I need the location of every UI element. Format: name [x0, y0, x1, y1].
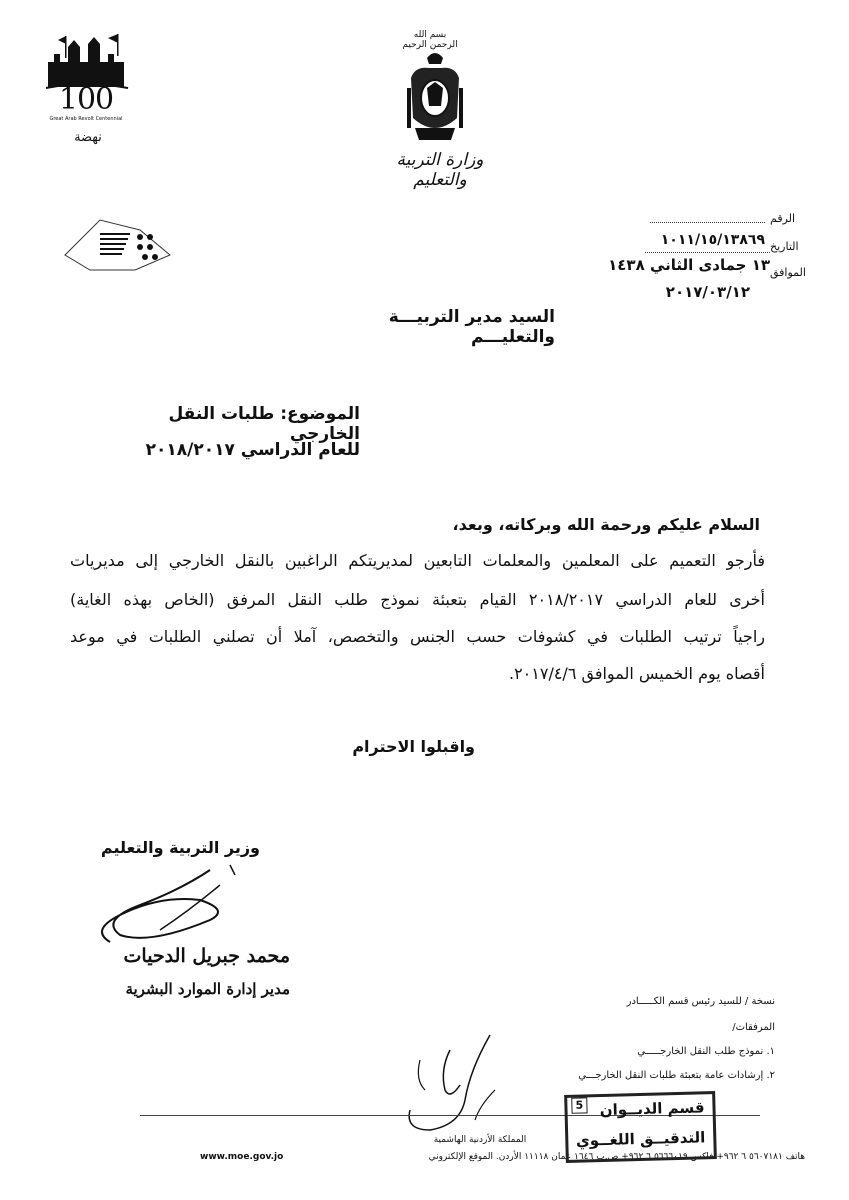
signatory-title: مدير إدارة الموارد البشرية	[125, 980, 290, 998]
body-line: أقصاه يوم الخميس الموافق ٢٠١٧/٤/٦.	[508, 664, 765, 683]
attachments-label: المرفقات/	[732, 1022, 775, 1033]
date-value: ١٠١١/١٥/١٣٨٦٩	[660, 232, 765, 248]
basmala: بسم الله الرحمن الرحيم	[402, 30, 458, 50]
stamp-proofreading: التدقيــق اللغــوي	[575, 1128, 706, 1150]
ministry-name: وزارة التربية والتعليم	[396, 150, 484, 190]
closing: واقبلوا الاحترام	[352, 737, 475, 756]
centennial-number: 100	[58, 82, 114, 117]
date-dotted-line	[645, 252, 770, 253]
addressee: السيد مدير التربيـــة والتعليـــم	[388, 307, 555, 347]
footer-website: www.moe.gov.jo	[200, 1152, 284, 1162]
initials-scribble-icon	[390, 1030, 520, 1140]
body-line: أخرى للعام الدراسي ٢٠١٨/٢٠١٧ القيام بتعبئة نموذج طلب النقل المرفق (الخاص بهذه الغاية)	[70, 590, 765, 609]
footer-contact: هاتف ٥٦٠٧١٨١ ٦ ٩٦٢+ فاكس ٥٦٦٦٠١٩ ٦ ٩٦٢+ ص.ب ١٦٤٦ عمان ١١١١٨ الأردن. الموقع الإلكتروني	[428, 1152, 805, 1162]
centennial-logo	[38, 32, 138, 152]
review-stamp	[564, 1091, 717, 1163]
body-line: فأرجو التعميم على المعلمين والمعلمات التابعين لمديريتكم الراغبين بالنقل الخارجي إلى مديريات	[70, 551, 765, 570]
centennial-english: Great Arab Revolt Centennial	[49, 116, 123, 122]
coat-of-arms-icon	[405, 48, 465, 148]
centennial-arabic: نهضة	[74, 130, 102, 145]
hijri-label: الموافق	[770, 266, 806, 279]
subject-line: الموضوع: طلبات النقل الخارجي	[168, 404, 360, 444]
ref-dotted-line	[650, 222, 765, 223]
footer-kingdom: المملكة الأردنية الهاشمية	[433, 1135, 527, 1145]
copy-to: نسخة / للسيد رئيس قسم الكـــــادر	[626, 996, 775, 1007]
stamp-number: 5	[571, 1097, 587, 1113]
subject-year: للعام الدراسي ٢٠١٨/٢٠١٧	[145, 440, 360, 460]
minister-title: وزير التربية والتعليم	[100, 838, 260, 857]
hijri-date: ١٣ جمادى الثاني ١٤٣٨	[608, 256, 770, 274]
date-label: التاريخ	[770, 240, 799, 253]
greeting: السلام عليكم ورحمة الله وبركاته، وبعد،	[452, 515, 760, 534]
signatory-name: محمد جبريل الدحيات	[123, 945, 290, 967]
signature-scribble-icon	[60, 860, 260, 950]
award-emblem-icon	[60, 215, 180, 275]
body-line: راجياً ترتيب الطلبات في كشوفات حسب الجنس والتخصص، آملا أن تصلني الطلبات في موعد	[70, 627, 765, 646]
ref-label: الرقم	[770, 212, 796, 225]
attachment-item: ٢. إرشادات عامة بتعبئة طلبات النقل الخارجـــي	[578, 1070, 775, 1081]
attachment-item: ١. نموذج طلب النقل الخارجـــــي	[637, 1046, 775, 1057]
gregorian-date: ٢٠١٧/٠٣/١٢	[665, 283, 750, 301]
stamp-department: قسم الديــوان	[599, 1098, 705, 1120]
